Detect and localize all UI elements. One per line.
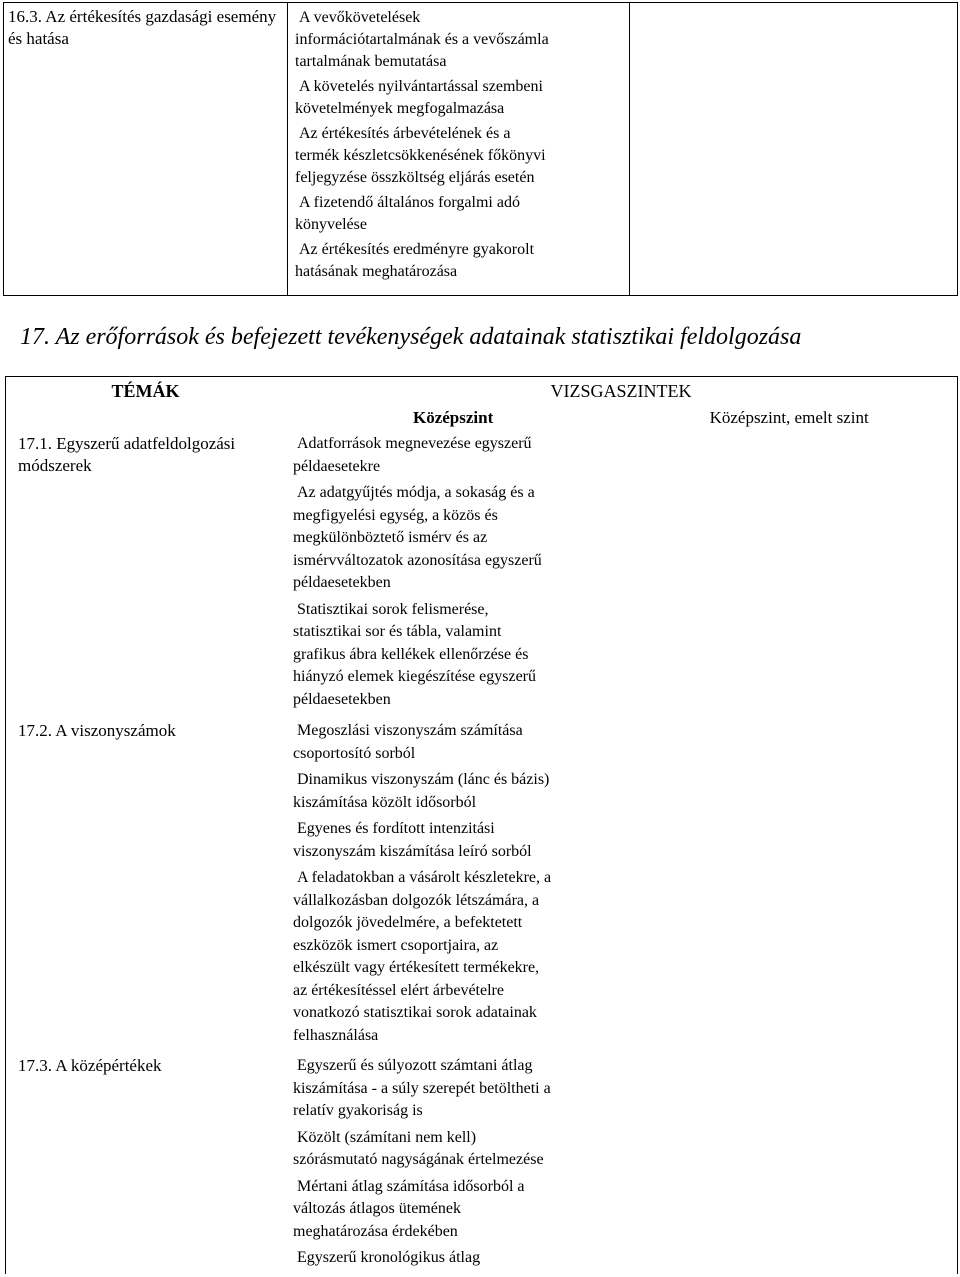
content-item [293,1176,621,1244]
content-line: Adatforrások megnevezése egyszerű [297,435,532,452]
empty-cell [621,431,957,718]
content-item [293,482,621,595]
content-line: vállalkozásban dolgozók létszámára, a [293,891,540,909]
content-line: Megoszlási viszonyszám számítása [297,722,523,739]
content-line: az értékesítéssel elért árbevételre [293,981,504,999]
content-line: tartalmának bemutatása [295,53,447,70]
section-16-table [3,2,958,296]
content-line: relatív gyakoriság is [293,1102,423,1119]
content-line: A fizetendő általános forgalmi adó [299,194,520,211]
content-line: kiszámítása közölt idősorból [293,793,477,811]
content-line: példaesetekre [293,457,381,475]
content-item [293,769,621,814]
col-header-exam-levels: VIZSGASZINTEK [550,381,692,401]
content-item [295,123,629,189]
content-item [293,818,621,863]
content-line: vonatkozó statisztikai sorok adatainak [293,1004,537,1021]
content-line: szórásmutató nagyságának értelmezése [293,1151,544,1168]
content-line: feljegyzése összköltség eljárás esetén [295,169,535,186]
content-line: meghatározása érdekében [293,1222,458,1240]
content-item [293,1055,621,1123]
content-line: A feladatokban a vásárolt készletekre, a [297,869,552,886]
content-item [295,192,629,236]
topic-cell [6,1053,286,1274]
content-line: csoportosító sorból [293,744,416,762]
content-line: kiszámítása - a súly szerepét betöltheti a [293,1079,551,1097]
empty-cell [630,3,958,296]
topic-cell [4,3,288,296]
content-cell [285,718,621,1053]
content-line: statisztikai sor és tábla, valamint [293,623,502,640]
topic-label: 17.3. A középértékek [18,1056,162,1075]
content-line: Egyenes és fordított intenzitási [297,820,495,837]
content-line: Közölt (számítani nem kell) [297,1128,477,1146]
content-line: viszonyszám kiszámítása leíró sorból [293,842,532,860]
content-item [293,1127,621,1172]
content-line: Az értékesítés árbevételének és a [299,125,511,142]
content-line: Egyszerű és súlyozott számtani átlag [297,1057,533,1074]
content-line: könyvelése [295,216,367,233]
content-line: információtartalmának és a vevőszámla [295,31,549,48]
content-line: hatásának meghatározása [295,263,458,280]
content-line: példaesetekben [293,690,391,708]
col-header-mid-advanced-level: Középszint, emelt szint [709,408,869,427]
empty-cell [621,718,957,1053]
col-header-topics: TÉMÁK [111,381,180,401]
empty-cell [621,1053,957,1274]
content-line: grafikus ábra kellékek ellenőrzése és [293,645,529,663]
topic-label: 16.3. Az értékesítés gazdasági esemény és hatása [8,7,277,48]
content-line: termék készletcsökkenésének főkönyvi [295,147,546,164]
content-line: változás átlagos ütemének [293,1200,461,1217]
content-item [293,720,621,765]
content-item [295,76,629,120]
content-line: A vevőkövetelések [299,9,421,26]
content-line: Egyszerű kronológikus átlag [297,1249,481,1266]
topic-label: 17.1. Egyszerű adatfeldolgozási módszerek [18,434,236,475]
content-cell [285,1053,621,1274]
content-line: ismérvváltozatok azonosítása egyszerű [293,551,542,569]
content-line: Az értékesítés eredményre gyakorolt [299,241,535,258]
content-line: hiányzó elemek kiegészítése egyszerű [293,668,536,685]
content-cell [288,3,630,296]
content-item [293,1247,621,1270]
topic-label: 17.2. A viszonyszámok [18,721,176,740]
content-line: eszközök ismert csoportjaira, az [293,936,499,954]
content-line: dolgozók jövedelmére, a befektetett [293,914,523,931]
content-item [295,239,629,283]
content-item [293,867,621,1047]
content-line: példaesetekben [293,574,391,591]
section-17-heading: 17. Az erőforrások és befejezett tevékenységek adatainak statisztikai feldolgozása [20,324,802,350]
topic-cell [6,431,286,718]
content-line: Az adatgyűjtés módja, a sokaság és a [297,484,535,501]
content-line: megkülönböztető ismérv és az [293,529,488,546]
topic-cell [6,718,286,1053]
content-item [293,433,621,478]
content-line: Dinamikus viszonyszám (lánc és bázis) [297,771,550,788]
content-line: megfigyelési egység, a közös és [293,506,498,524]
content-cell [285,431,621,718]
content-line: elkészült vagy értékesített termékekre, [293,959,540,976]
content-line: Statisztikai sorok felismerése, [297,600,489,618]
content-item [293,599,621,712]
section-17-table [5,376,958,1274]
content-item [295,7,629,73]
col-header-mid-level: Középszint [412,408,494,427]
content-line: Mértani átlag számítása idősorból a [297,1177,525,1195]
content-line: A követelés nyilvántartással szembeni [299,78,543,95]
content-line: felhasználása [293,1026,379,1044]
content-line: követelmények megfogalmazása [295,100,505,117]
